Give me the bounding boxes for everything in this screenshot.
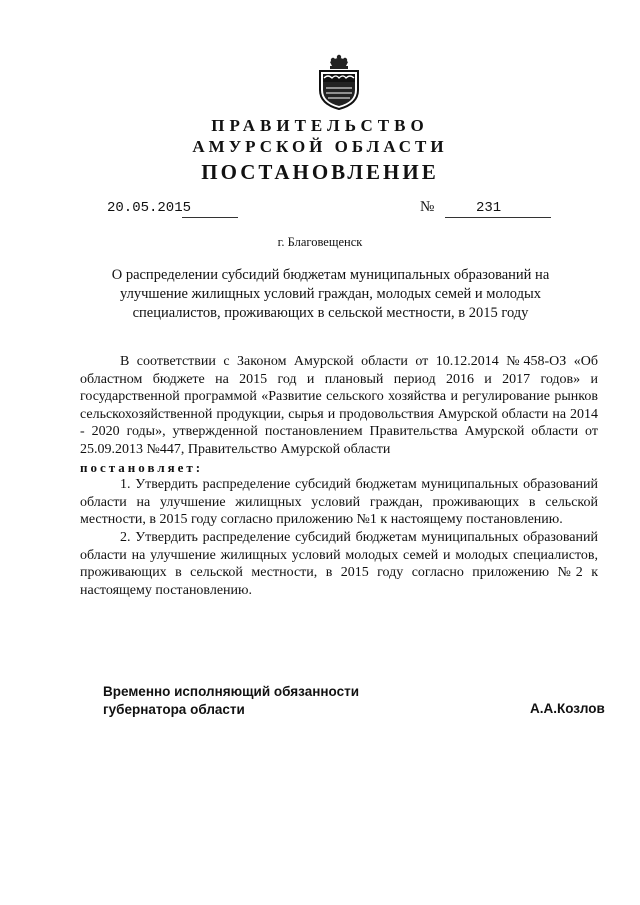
document-subject: О распределении субсидий бюджетам муниципальных образований на улучшение жилищных условий граждан, молодых семей и молодых специалистов, проживающих в сельской местности, в 2015 году xyxy=(111,267,550,321)
city-label: г. Благовещенск xyxy=(277,235,363,249)
decree-word: постановляет: xyxy=(80,459,204,475)
document-number: 231 xyxy=(476,200,502,216)
item-2-paragraph: 2. Утвердить распределение субсидий бюджетам муниципальных образований области на улучшение жилищных условий молодых семей и молодых специалистов, проживающих в сельской местности, в 2015 году согласно приложению №2 к настоящему постановлению. xyxy=(80,529,598,598)
signatory-title-line-1: Временно исполняющий обязанности xyxy=(103,684,359,699)
signatory-title-line-2: губернатора области xyxy=(103,701,245,717)
signatory-name: А.А.Козлов xyxy=(530,701,605,716)
document-date: 20.05.2015 xyxy=(107,200,192,216)
signatory-title xyxy=(103,683,359,718)
amur-oblast-coat-of-arms-icon xyxy=(316,52,362,110)
number-underline xyxy=(445,217,551,218)
item-1-paragraph: 1. Утвердить распределение субсидий бюджетам муниципальных образований области на улучшение жилищных условий граждан, проживающих в сельской местности, в 2015 году согласно приложению №1 к настоящему постановлению. xyxy=(80,477,598,528)
government-title: ПРАВИТЕЛЬСТВО xyxy=(211,116,429,135)
number-sign: № xyxy=(420,199,435,215)
government-region: АМУРСКОЙ ОБЛАСТИ xyxy=(192,137,448,156)
document-body xyxy=(80,353,598,599)
preamble-paragraph: В соответствии с Законом Амурской области от 10.12.2014 №458-ОЗ «Об областном бюджете на 2015 год и плановый период 2016 и 2017 годов» и государственной программой «Развитие сельского хозяйства и регулирование рынков сельскохозяйственной продукции, сырья и продовольствия Амурской области на 2014 - 2020 годы», утвержденной постановлением Правительства Амурской области от 25.09.2013 №447, Правительство Амурской области xyxy=(80,354,598,457)
date-underline xyxy=(182,217,238,218)
document-type: ПОСТАНОВЛЕНИЕ xyxy=(201,160,439,184)
